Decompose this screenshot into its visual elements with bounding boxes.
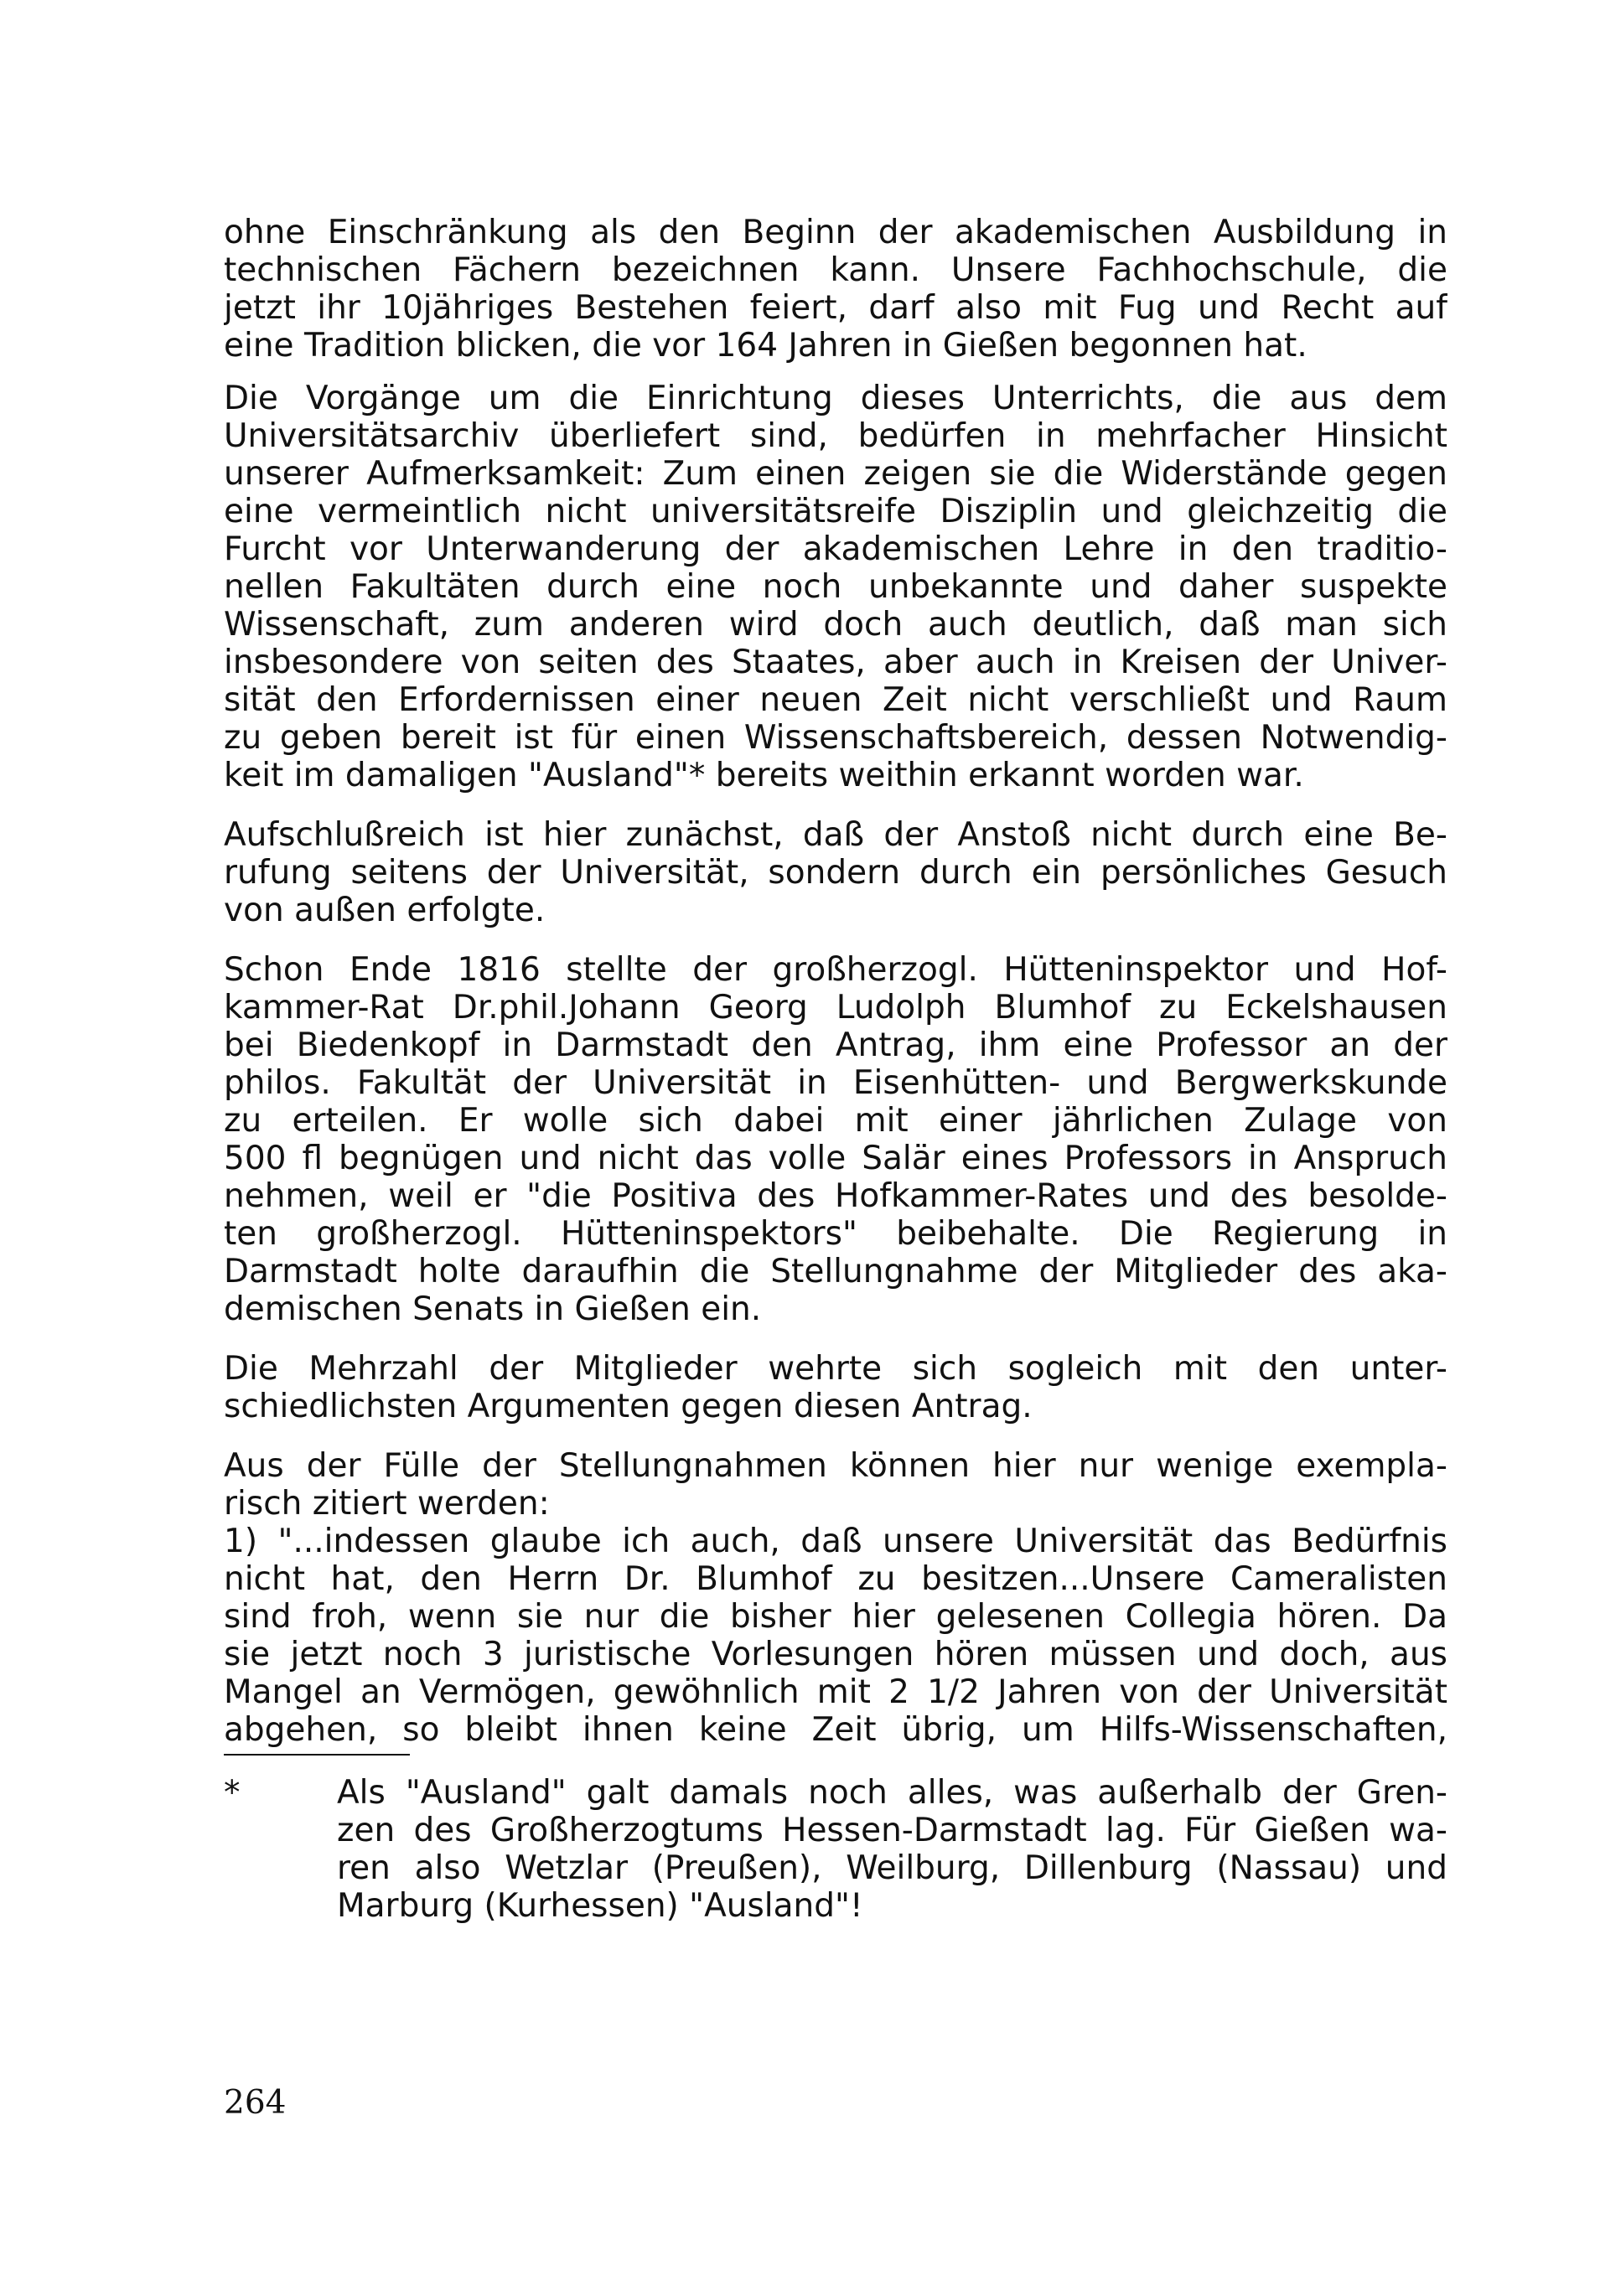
text-line: sie jetzt noch 3 juristische Vorlesungen hören müssen und doch, aus [224,1637,1447,1673]
text-line: insbesondere von seiten des Staates, aber auch in Kreisen der Univer- [224,644,1447,681]
footnote-divider [224,1754,410,1756]
text-line: 1) "...indessen glaube ich auch, daß unsere Universität das Bedürfnis [224,1523,1447,1560]
text-line: zu geben bereit ist für einen Wissenschaftsbereich, dessen Notwendig- [224,720,1447,757]
footnote-line: Als "Ausland" galt damals noch alles, was außerhalb der Gren- [337,1775,1447,1812]
text-line: eine vermeintlich nicht universitätsreife Disziplin und gleichzeitig die [224,494,1447,530]
text-line: technischen Fächern bezeichnen kann. Unsere Fachhochschule, die [224,252,1447,289]
text-line: sität den Erfordernissen einer neuen Zeit nicht verschließt und Raum [224,682,1447,719]
text-line: schiedlichsten Argumenten gegen diesen Antrag. [224,1388,1033,1425]
text-line: 500 fl begnügen und nicht das volle Salär eines Professors in Anspruch [224,1140,1447,1177]
footnote-line: zen des Großherzogtums Hessen-Darmstadt lag. Für Gießen wa- [337,1812,1447,1849]
text-line: Darmstadt holte daraufhin die Stellungnahme der Mitglieder des aka- [224,1254,1447,1290]
text-line: ohne Einschränkung als den Beginn der akademischen Ausbildung in [224,215,1447,251]
footnote-marker: * [224,1774,241,1812]
text-line: bei Biedenkopf in Darmstadt den Antrag, ihm eine Professor an der [224,1027,1447,1064]
text-line: Schon Ende 1816 stellte der großherzogl. Hütteninspektor und Hof- [224,952,1447,989]
text-line: Die Mehrzahl der Mitglieder wehrte sich sogleich mit den unter- [224,1351,1447,1388]
text-line: jetzt ihr 10jähriges Bestehen feiert, darf also mit Fug und Recht auf [224,290,1447,327]
footnote-line: ren also Wetzlar (Preußen), Weilburg, Dillenburg (Nassau) und [337,1850,1447,1887]
text-line: nicht hat, den Herrn Dr. Blumhof zu besitzen...Unsere Cameralisten [224,1561,1447,1598]
text-line: sind froh, wenn sie nur die bisher hier gelesenen Collegia hören. Da [224,1599,1447,1636]
text-line: nehmen, weil er "die Positiva des Hofkammer-Rates und des besolde- [224,1178,1447,1215]
text-line: Wissenschaft, zum anderen wird doch auch deutlich, daß man sich [224,607,1447,644]
text-line: Mangel an Vermögen, gewöhnlich mit 2 1/2 Jahren von der Universität [224,1674,1447,1711]
text-line: zu erteilen. Er wolle sich dabei mit einer jährlichen Zulage von [224,1103,1447,1140]
document-page [224,201,1447,2246]
text-line: philos. Fakultät der Universität in Eisenhütten- und Bergwerkskunde [224,1065,1447,1102]
text-line: risch zitiert werden: [224,1486,550,1523]
page-number: 264 [224,2084,287,2122]
text-line: Furcht vor Unterwanderung der akademischen Lehre in den traditio- [224,531,1447,568]
text-line: rufung seitens der Universität, sondern durch ein persönliches Gesuch [224,855,1447,892]
text-line: Aus der Fülle der Stellungnahmen können hier nur wenige exempla- [224,1448,1447,1485]
text-line: unserer Aufmerksamkeit: Zum einen zeigen sie die Widerstände gegen [224,456,1447,493]
text-line: nellen Fakultäten durch eine noch unbekannte und daher suspekte [224,569,1447,606]
text-line: ten großherzogl. Hütteninspektors" beibehalte. Die Regierung in [224,1216,1447,1253]
text-line: abgehen, so bleibt ihnen keine Zeit übrig, um Hilfs-Wissenschaften, [224,1712,1447,1749]
footnote-line: Marburg (Kurhessen) "Ausland"! [337,1888,863,1925]
text-line: Aufschlußreich ist hier zunächst, daß der Anstoß nicht durch eine Be- [224,817,1447,854]
text-line: kammer-Rat Dr.phil.Johann Georg Ludolph Blumhof zu Eckelshausen [224,990,1447,1026]
text-line: eine Tradition blicken, die vor 164 Jahren in Gießen begonnen hat. [224,328,1307,365]
text-line: keit im damaligen "Ausland"* bereits weithin erkannt worden war. [224,758,1304,794]
text-line: Universitätsarchiv überliefert sind, bedürfen in mehrfacher Hinsicht [224,418,1447,455]
text-line: demischen Senats in Gießen ein. [224,1291,762,1328]
text-line: Die Vorgänge um die Einrichtung dieses Unterrichts, die aus dem [224,380,1447,417]
text-line: von außen erfolgte. [224,892,546,929]
